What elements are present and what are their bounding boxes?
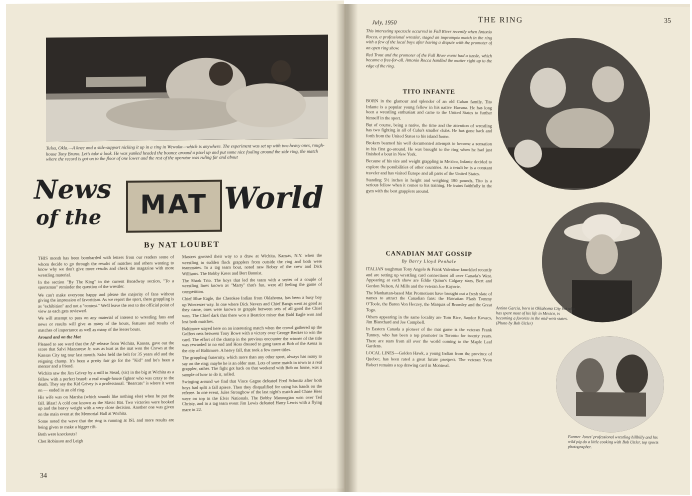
title-mat: MAT — [140, 189, 208, 221]
tito-para: Because of his size and weight grappling in Mexico, Infante decided to explore the possibilities of other countries. As a result he is a constant traveler and has visited Europe and all parts of the United States. — [366, 158, 492, 176]
gossip-byline: By Barry Lloyd Penhale — [401, 258, 457, 264]
photo-image — [556, 336, 664, 433]
col2-para: Chief Blue Eagle, the Cherokee Indian from Oklahoma, has been a busy boy up Worcester way. In one where Dick Nevers and Chief Bangs went as good as they came, ones were known to grapple between sets of all good the Chief won. The Chief dark that there won a Beatrice mixer that Bald Eagle won and lost both matches. — [182, 294, 322, 324]
canadian-mat-gossip-text — [366, 266, 492, 479]
spine-gutter — [336, 4, 358, 492]
gossip-para: LOCAL LINES—Golden Hawk, a young Indian from the province of Quebec, has been rated a great future prospect. The veteran Yvon Robert remains a top drawing card in Montreal. — [366, 350, 492, 368]
photo-image — [46, 35, 328, 142]
photo-caption: Tulsa, Okla.—A knee and a side-support nicking it up in a ring in Wewoka—which is anywhere. The experiment was set up with two heavy ones, rough-house Tony Bruno. Let's take a look. He was yanked headed the bounce around a pixel up and put some nice fooling around the side ring, the match where the record is got on to the floor of one lower and the rest of the operator was ruling far and about — [46, 142, 325, 162]
title-of-the: of the — [36, 205, 102, 230]
date-line: July, 1950 — [372, 20, 397, 27]
right-page — [346, 4, 690, 495]
tito-para: BORN in the glamour and splendor of an old Cuban family, Tito Infante is a popular young fellow in his native Havana. He has long been a wrestling enthusiast and came to the United States to further himself in the sport. — [366, 98, 492, 121]
col1-para: Both were knockouts! — [38, 430, 77, 437]
left-page — [6, 0, 344, 492]
col1-para: His wife was on Marsha (which sounds like nothing else) when he put the fall. Blast! A cold one known as the Slavic Bat. Two victories were booked up and the heavy weight with a very close decision. Another one was given on the main event at the Memorial Hall at Wichita. — [38, 393, 174, 417]
col2-para: The Shark Trio. The boys that led the team with a series of a couple of wrestling lines known as "Marty" that's fun, were all feeling the game of competition. — [182, 276, 322, 295]
news-of-the-mat-world-title — [34, 173, 326, 236]
tito-para: Standing 5½ inches in height and weighing 180 pounds, Tito is a serious fellow when it comes to his training. He trains faithfully in the gym with the best grapplers around. — [366, 176, 492, 194]
gossip-para: In Eastern Canada a pioneer of the mat game is the veteran Frank Tunney, who has been a top promoter in Toronto for twenty years. There are stars from all over the world coming to the Maple Leaf Gardens. — [366, 326, 492, 349]
page-number-right: 35 — [664, 16, 671, 25]
running-head: THE RING — [478, 15, 524, 25]
col1-para: We will attempt to pass on any material of interest to wrestling fans and news or results will give as many of the bouts, features and results of matches of importance as well as many of the lesser bouts. — [38, 314, 174, 333]
photo-image — [542, 202, 662, 323]
page-number-left: 34 — [40, 471, 47, 480]
title-news: News — [34, 174, 112, 206]
canadian-mat-gossip-heading: CANADIAN MAT GOSSIP — [385, 250, 473, 259]
intro-para: Red Trout and the promoter of the Fall River event had a tussle, which became a free-for-all. Antonio Rocca handled the matter right up to the edge of the ring. — [366, 52, 492, 69]
circular-photo-portrait — [542, 202, 662, 323]
intro-text — [366, 28, 492, 85]
article-column-1 — [38, 254, 174, 469]
wrestling-photo-top — [46, 35, 328, 142]
col1-subhead: Around and on the Mat — [38, 333, 81, 340]
farmer-caption: Farmer Jones' professional wrestling hillbilly and his wild pig do a little cooking with Bob Uttler, top sports photographer. — [568, 433, 659, 450]
gossip-para: The Manhattan-based Mat Promotions have brought out a fresh slate of names to attract the Canadian fans: the Hawaiian Flash Tommy O'Toole, the Baron Von Heczey, the Marquis of Bromley and the Great Togo. — [366, 290, 492, 312]
magazine-spread — [6, 4, 690, 492]
col1-para: Chet Robinson and Leigh — [38, 438, 83, 444]
title-mat-box — [126, 180, 222, 233]
title-world: World — [224, 180, 324, 217]
col2-para: The grappling fraternity, which more than any other sport, always has many to say on the ring; maybe he is an older man. Lots of some match in town to a real grappler, rather. The fight got back on that weekend with Bob on home, was a sample of how to do it, rolled. — [182, 353, 322, 378]
col2-para: Swinging around we find that Vince Gagne defeated Fred Schmitz after both boys had split a fall apiece. Then they disqualified for using his hands on the referee. In one event, Jules Strongbow of the last night's match and Chase Hess were on top in the Elvis Nationals. The Bobby Manoogian won over Ted Christy, and in a tag team event Jim Lewis defeated Harry Lewis with a flying mare in 22. — [182, 377, 322, 413]
byline: By NAT LOUBET — [144, 239, 220, 250]
col2-para: Baltimore stayed here on an interesting match when the crowd gathered up the Golfers nets between Tony Bowe with a victory over George Becker to win the card. The effort of the champ in the previous encounter the winner of the title was rewarded to no end and Hoss dressed to gang team at Bob of the Arena in the city of Baltimore. A heavy fall, that took a few more titles. — [182, 324, 322, 354]
photo-image — [498, 37, 650, 190]
col1-para: Wichita saw the Jim Grivey by a mill in Stead, (sic) in the big at Wichita as a fellow with a perfect brand: a real rough-house fighter who was crazy to the death. They say the Kid Grivey is a professional. "Bearcats" is where it went on — ended in an old ring. — [38, 369, 174, 393]
col1-para: We can't make everyone happy and please the majority of fans without giving the impression of favoritism. As we report the sport, there grappling is as "exhibition" and not a "contest." We'll leave the rest to the official point of view as each gets reviewed. — [38, 290, 174, 315]
gossip-para: ITALIAN toughman Tony Angelo & Frank Valentine knuckled recently and are setting up wrestling card connections all over Canada's West. Appearing at each show are Eddie Quinn's Calgary stars, Bert and Gordon Nelson, Al Mills and the veteran Joe Kayorie. — [366, 266, 492, 289]
tito-infante-text — [366, 98, 492, 223]
circular-photo-crowd — [498, 37, 650, 190]
col1-para: Some noted the wave that the ring is running at ISL and more results are being given to make a bigger rift. — [38, 417, 174, 430]
col1-para: Pleased to see word that the AP release from Wichita, Kansas, gave out the score that Salvi Mazzarese Jr. was as hurt as the mat won the Crown at the Kansas City tag tour last month. Salvi held the belt for 35 years old and the reigning champ. It's been a pretty fair go for the "Kid" and he's been a mentor and a friend. — [38, 340, 174, 369]
tito-para: But of course, being a native, the time and the attention of wrestling has two fighting in all of Cuba's smaller clubs. He has gone back and forth from the United States to his island home. — [366, 122, 492, 139]
portrait-caption: Antino Garcia, born in Oklahoma City but who has spent most of his life in Mexico, is becoming a favorite in the mid-west states. (Photo by Bob Uttler) — [496, 305, 576, 326]
article-column-2 — [182, 253, 322, 468]
intro-para: This interesting spectacle occurred in Fall River recently when Antonio Rocca, a professional wrestler, staged an impromptu match in the ring with a few of the local boys after having a dispute with the promoter of an open ring show. — [366, 28, 492, 51]
col1-para: THIS month has been bombarded with letters from our readers some of whom decide to go through the results of matches and others wanting to know why we don't give more results and check the magazine with more wrestling material. — [38, 254, 174, 278]
circular-photo-farmer — [556, 336, 664, 433]
col1-para: In the section "By The King" in the current Broadway section, "To a sportsman" reminder the question of the wrestler. — [38, 278, 174, 291]
col2-para: Masters grossed their way to a draw at Wichita, Kansas, N.Y. when the wrestling in sudden flock grapplers from outside the ring and both were teammates. In a tag team bout, noted new Robey of the crew and Dick Williams. The Bobby Kress and Bert Bannist. — [182, 252, 322, 276]
gossip-para: Others appearing in the same locality are Tom Rice, Sandor Kovacs, Jim Blanchard and Joe Campbell. — [366, 313, 492, 326]
tito-infante-heading: TITO INFANTE — [402, 88, 456, 96]
tito-para: Brokers beamed his well documented attempts to become a sensation in his first go-around. He was brought to the ring when he had just finished a bout in New York. — [366, 140, 492, 157]
